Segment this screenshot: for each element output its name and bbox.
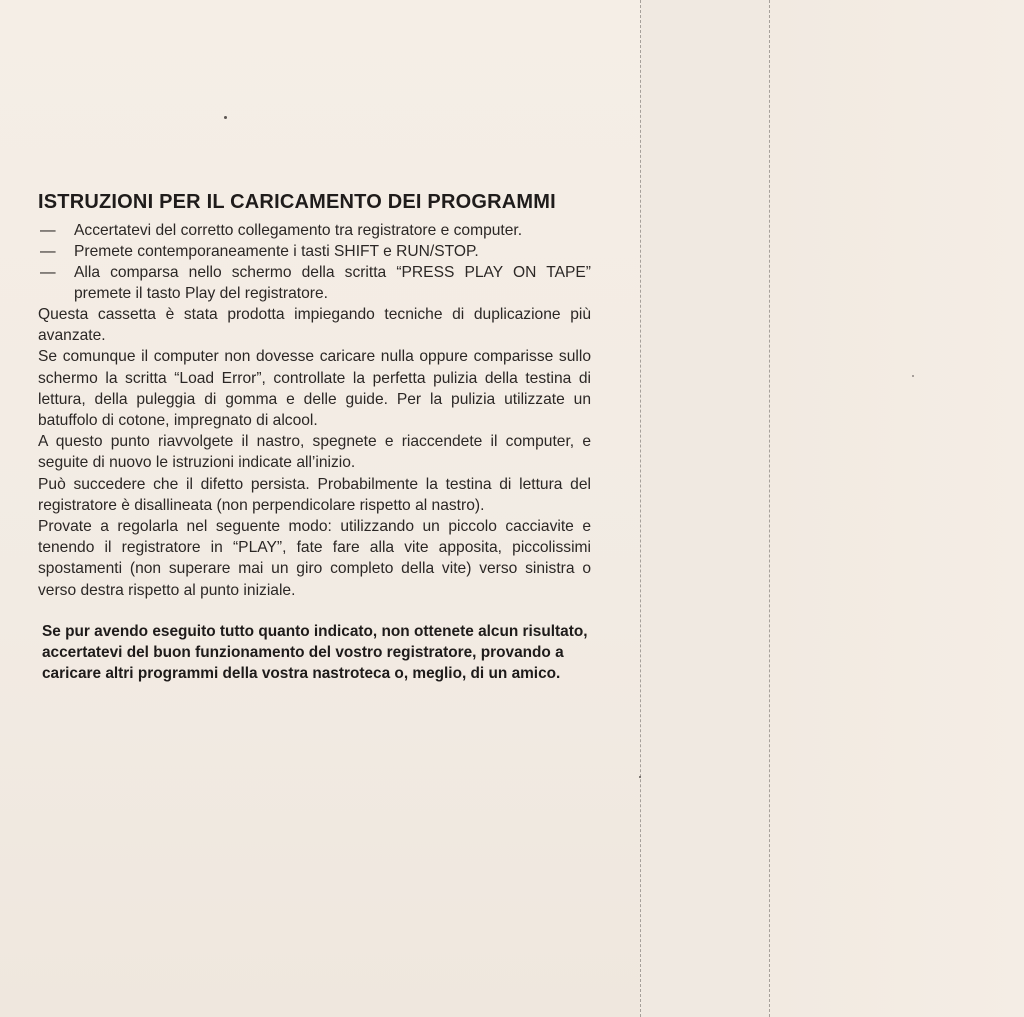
step-text: Premete contemporaneamente i tasti SHIFT e RUN/STOP. xyxy=(74,243,479,260)
document-title: ISTRUZIONI PER IL CARICAMENTO DEI PROGRAMMI xyxy=(38,191,556,213)
list-item xyxy=(38,220,591,241)
print-speck xyxy=(224,116,227,119)
inlay-panel-spine xyxy=(641,0,769,1017)
paragraph-head-alignment: Può succedere che il difetto persista. Probabilmente la testina di lettura del registratore è disallineata (non perpendicolare rispetto al nastro). xyxy=(38,475,591,514)
loading-steps-list xyxy=(38,220,591,304)
paragraph-adjustment: Provate a regolarla nel seguente modo: utilizzando un piccolo cacciavite e tenendo il registratore in “PLAY”, fate fare alla vite apposita, piccolissimi spostamenti (non superare mai un giro completo della vite) verso sinistra o verso destra rispetto al punto iniziale. xyxy=(38,518,591,599)
closing-note: Se pur avendo eseguito tutto quanto indicato, non ottenete alcun risultato, accertatevi del buon funzionamento del vostro registratore, provando a caricare altri programmi della vostra nastroteca o, meglio, di un amico. xyxy=(42,622,588,682)
list-dash: — xyxy=(40,243,56,260)
list-item xyxy=(38,262,591,304)
print-speck xyxy=(639,776,641,778)
fold-line-left xyxy=(640,0,641,1017)
list-dash: — xyxy=(40,264,56,281)
paragraph-load-error: Se comunque il computer non dovesse caricare nulla oppure comparisse sullo schermo la scritta “Load Error”, controllate la perfetta pulizia della testina di lettura, della puleggia di gomma e delle guide. Per la pulizia utilizzate un batuffolo di cotone, impregnato di alcool. xyxy=(38,348,591,430)
print-speck xyxy=(912,375,914,377)
list-dash: — xyxy=(40,222,56,239)
step-text: Accertatevi del corretto collegamento tra registratore e computer. xyxy=(74,222,523,239)
instructions-text-block xyxy=(38,190,591,684)
paragraph-duplication: Questa cassetta è stata prodotta impiegando tecniche di duplicazione più avanzate. xyxy=(38,306,591,345)
list-item xyxy=(38,241,591,262)
step-text: Alla comparsa nello schermo della scritta “PRESS PLAY ON TAPE” premete il tasto Play del registratore. xyxy=(74,264,591,302)
fold-line-right xyxy=(769,0,770,1017)
paragraph-rewind: A questo punto riavvolgete il nastro, spegnete e riaccendete il computer, e seguite di nuovo le istruzioni indicate all’inizio. xyxy=(38,433,591,472)
inlay-panel-flap xyxy=(770,0,1024,1017)
